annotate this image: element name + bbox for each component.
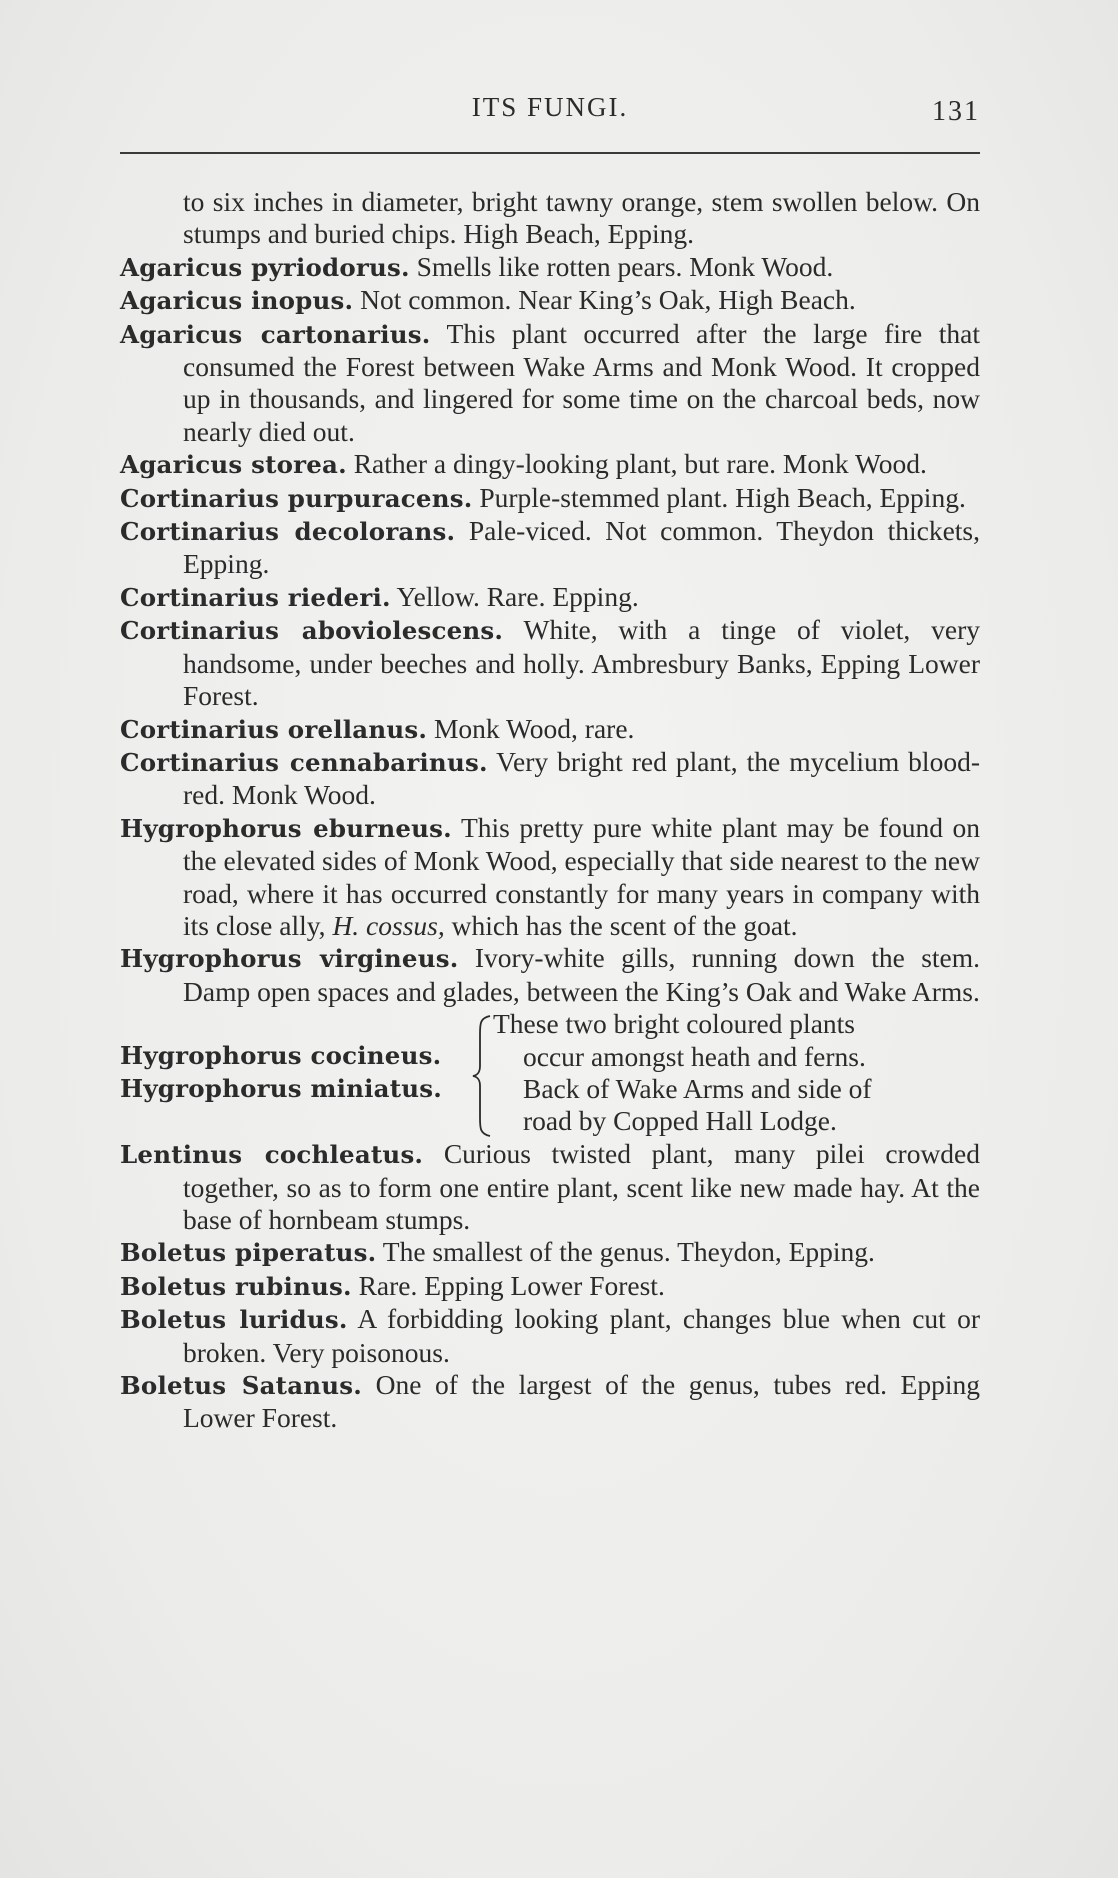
grouped-names — [120, 1040, 480, 1105]
species-name: Cortinarius aboviolescens. — [120, 616, 504, 646]
species-description: Rare. Epping Lower Forest. — [358, 1269, 665, 1301]
species-name: Boletus rubinus. — [120, 1271, 352, 1301]
species-description: Purple-stemmed plant. High Beach, Epping. — [479, 481, 966, 513]
entry-cortinarius-orellanus — [120, 713, 980, 746]
body-text — [120, 186, 980, 1435]
species-name: Boletus Satanus. — [120, 1371, 363, 1400]
species-description-end: which has the scent of the goat. — [451, 909, 798, 941]
page-number: 131 — [932, 96, 980, 127]
species-name: Cortinarius decolorans. — [120, 517, 456, 547]
running-head — [120, 92, 980, 132]
entry-agaricus-cartonarius — [120, 318, 980, 449]
species-description: One of the largest of the genus, tubes red. Epping Lower Forest. — [183, 1369, 980, 1434]
entry-cortinarius-purpuracens — [120, 482, 980, 515]
species-description: Very bright red plant, the mycelium blood-red. Monk Wood. — [183, 745, 980, 811]
synonym: H. cossus, — [332, 909, 445, 941]
curly-brace — [470, 1014, 494, 1138]
entry-cortinarius-decolorans — [120, 515, 980, 581]
species-description: The smallest of the genus. Theydon, Epping. — [382, 1236, 875, 1268]
species-name: Agaricus cartonarius. — [120, 319, 431, 349]
species-name: Hygrophorus cocineus. — [120, 1041, 442, 1071]
species-description: This pretty pure white plant may be found on the elevated sides of Monk Wood, especially that side nearest to the new road, where it has occurred constantly for many years in company with its close ally, — [183, 811, 980, 941]
entry-cortinarius-cennabarinus — [120, 746, 980, 812]
species-name: Agaricus inopus. — [120, 286, 354, 316]
grouped-entry-hygrophorus — [120, 1008, 980, 1138]
entry-boletus-piperatus — [120, 1236, 980, 1269]
species-name: Cortinarius cennabarinus. — [120, 747, 488, 777]
species-description: Rather a dingy-looking plant, but rare. Monk Wood. — [353, 448, 927, 480]
continuation-paragraph: to six inches in diameter, bright tawny orange, stem swollen below. On stumps and buried chips. High Beach, Epping. — [183, 186, 980, 250]
species-description: Monk Wood, rare. — [433, 712, 635, 744]
species-description: Pale-viced. Not common. Theydon thickets, Epping. — [183, 515, 981, 580]
entry-agaricus-inopus — [120, 284, 980, 317]
grouped-line: road by Copped Hall Lodge. — [523, 1105, 837, 1137]
entry-boletus-rubinus — [120, 1270, 980, 1303]
species-name: Hygrophorus miniatus. — [120, 1073, 442, 1103]
species-name: Agaricus pyriodorus. — [120, 252, 410, 282]
entry-cortinarius-aboviolescens — [120, 614, 980, 712]
header-rule — [120, 152, 980, 154]
species-name: Lentinus cochleatus. — [120, 1140, 424, 1170]
entry-boletus-satanus — [120, 1369, 980, 1435]
entry-cortinarius-riederi — [120, 581, 980, 614]
running-title: ITS FUNGI. — [471, 92, 629, 122]
entry-hygrophorus-eburneus — [120, 812, 980, 943]
species-name: Boletus luridus. — [120, 1305, 348, 1335]
entry-agaricus-pyriodorus — [120, 251, 980, 284]
grouped-line: occur amongst heath and ferns. — [523, 1040, 866, 1072]
species-name: Cortinarius purpuracens. — [120, 483, 473, 513]
species-description: This plant occurred after the large fire that consumed the Forest between Wake Arms and Monk Wood. It cropped up in thousands, and lingered for some time on the charcoal beds, now nearly died out. — [183, 317, 980, 447]
species-description: Yellow. Rare. Epping. — [396, 580, 639, 612]
species-description: A forbidding looking plant, changes blue when cut or broken. Very poisonous. — [183, 1303, 980, 1368]
species-name: Cortinarius riederi. — [120, 582, 391, 612]
entry-hygrophorus-virgineus — [120, 942, 980, 1008]
species-name: Cortinarius orellanus. — [120, 714, 428, 744]
species-name: Agaricus storea. — [120, 450, 347, 480]
entry-agaricus-storea — [120, 448, 980, 481]
species-name: Boletus piperatus. — [120, 1238, 377, 1268]
grouped-line: These two bright coloured plants — [493, 1008, 855, 1040]
species-description: Curious twisted plant, many pilei crowded together, so as to form one entire plant, scent like new made hay. At the base of hornbeam stumps. — [183, 1138, 981, 1235]
species-description: Ivory-white gills, running down the stem. Damp open spaces and glades, between the King’s Oak and Wake Arms. — [183, 942, 981, 1007]
species-description: Smells like rotten pears. Monk Wood. — [416, 250, 834, 282]
grouped-line: Back of Wake Arms and side of — [523, 1072, 872, 1104]
grouped-description — [493, 1008, 980, 1138]
entry-lentinus-cochleatus — [120, 1138, 980, 1236]
species-name: Hygrophorus virgineus. — [120, 944, 459, 974]
species-description: Not common. Near King’s Oak, High Beach. — [360, 284, 856, 316]
species-name: Hygrophorus eburneus. — [120, 813, 452, 843]
entry-boletus-luridus — [120, 1303, 980, 1369]
species-description: White, with a tinge of violet, very handsome, under beeches and holly. Ambresbury Banks, Epping Lower Forest. — [183, 614, 980, 712]
